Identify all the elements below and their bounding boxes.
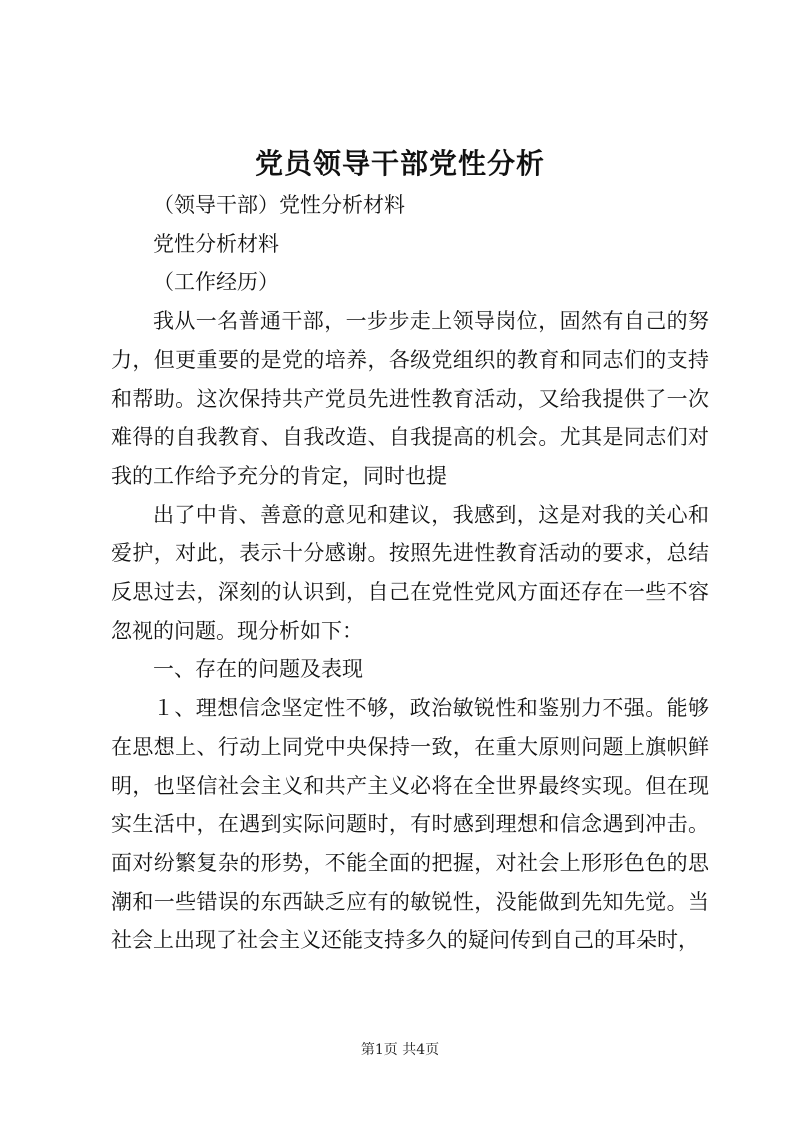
paragraph-problem-1: １、理想信念坚定性不够，政治敏锐性和鉴别力不强。能够在思想上、行动上同党中央保持一致，在重大原则问题上旗帜鲜明，也坚信社会主义和共产主义必将在全世界最终实现。但在现实生活中，在遇到实际问题时，有时感到理想和信念遇到冲击。面对纷繁复杂的形势，不能全面的把握，对社会上形形色色的思潮和一些错误的东西缺乏应有的敏锐性，没能做到先知先觉。当社会上出现了社会主义还能支持多久的疑问传到自己的耳朵时， [111, 696, 709, 953]
paragraph-subtitle: （领导干部）党性分析材料 [153, 193, 405, 217]
document-body [111, 186, 709, 960]
paragraph-work-history-label: （工作经历） [153, 270, 279, 295]
section-heading-problems: 一、存在的问题及表现 [153, 657, 363, 682]
paragraph-material-label: 党性分析材料 [153, 231, 279, 256]
document-title: 党员领导干部党性分析 [254, 147, 545, 180]
page-number-footer: 第1页 共4页 [360, 1042, 440, 1058]
paragraph-thanks: 出了中肯、善意的意见和建议，我感到，这是对我的关心和爱护，对此，表示十分感谢。按照先进性教育活动的要求，总结反思过去，深刻的认识到，自己在党性党风方面还存在一些不容忽视的问题。现分析如下： [111, 502, 709, 643]
paragraph-intro: 我从一名普通干部，一步步走上领导岗位，固然有自己的努力，但更重要的是党的培养，各级党组织的教育和同志们的支持和帮助。这次保持共产党员先进性教育活动，又给我提供了一次难得的自我教育、自我改造、自我提高的机会。尤其是同志们对我的工作给予充分的肯定，同时也提 [111, 309, 709, 488]
